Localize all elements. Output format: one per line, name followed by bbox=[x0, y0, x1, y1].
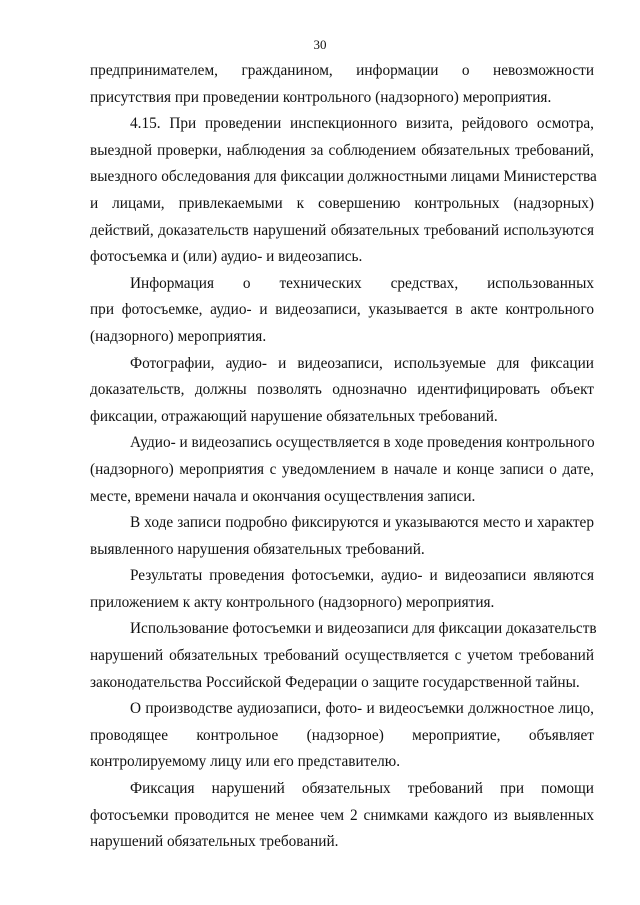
text-line: присутствия при проведении контрольного (надзорного) мероприятия. bbox=[90, 88, 552, 106]
text-line: действий, доказательств нарушений обязательных требований используются bbox=[90, 221, 594, 239]
text-line: (надзорного) мероприятия. bbox=[90, 327, 267, 345]
text-line: выявленного нарушения обязательных требований. bbox=[90, 540, 425, 558]
paragraph bbox=[90, 111, 597, 271]
text-line: выездного обследования для фиксации должностными лицами Министерства bbox=[90, 168, 597, 186]
paragraph bbox=[90, 351, 594, 431]
paragraph bbox=[90, 271, 594, 351]
text-line: (надзорного) мероприятия с уведомлением в начале и конце записи о дате, bbox=[90, 460, 594, 478]
text-line: законодательства Российской Федерации о защите государственной тайны. bbox=[90, 673, 580, 691]
text-line: Использование фотосъемки и видеозаписи для фиксации доказательств bbox=[130, 620, 597, 638]
text-line: и лицами, привлекаемыми к совершению контрольных (надзорных) bbox=[90, 194, 594, 212]
text-line: Результаты проведения фотосъемки, аудио- и видеозаписи являются bbox=[130, 567, 594, 585]
text-line: Фиксация нарушений обязательных требований при помощи bbox=[130, 780, 594, 798]
text-line: нарушений обязательных требований осуществляется с учетом требований bbox=[90, 647, 594, 665]
text-line: контролируемому лицу или его представителю. bbox=[90, 753, 401, 771]
text-line: предпринимателем, гражданином, информации о невозможности bbox=[90, 62, 594, 79]
document-body bbox=[90, 58, 597, 856]
text-line: фотосъемка и (или) аудио- и видеозапись. bbox=[90, 248, 363, 266]
paragraph bbox=[90, 430, 594, 510]
text-line: выездной проверки, наблюдения за соблюдением обязательных требований, bbox=[90, 141, 594, 159]
text-line: фиксации, отражающий нарушение обязательных требований. bbox=[90, 407, 498, 425]
paragraph bbox=[90, 563, 594, 616]
paragraph bbox=[90, 696, 594, 776]
text-line: О производстве аудиозаписи, фото- и видеосъемки должностное лицо, bbox=[130, 700, 594, 718]
text-line: доказательств, должны позволять однозначно идентифицировать объект bbox=[90, 381, 594, 399]
text-line: Фотографии, аудио- и видеозаписи, используемые для фиксации bbox=[130, 354, 594, 372]
paragraph bbox=[90, 776, 594, 856]
text-line: В ходе записи подробно фиксируются и указываются место и характер bbox=[130, 514, 594, 532]
text-line: Информация о технических средствах, использованных bbox=[130, 274, 594, 292]
text-line: при фотосъемке, аудио- и видеозаписи, указывается в акте контрольного bbox=[90, 301, 594, 319]
text-line: проводящее контрольное (надзорное) мероприятие, объявляет bbox=[90, 726, 594, 744]
page-number: 30 bbox=[313, 37, 327, 52]
text-line: приложением к акту контрольного (надзорного) мероприятия. bbox=[90, 593, 495, 611]
paragraph bbox=[90, 510, 594, 563]
text-line: фотосъемки проводится не менее чем 2 снимками каждого из выявленных bbox=[90, 806, 594, 824]
paragraph bbox=[90, 58, 594, 111]
text-line: нарушений обязательных требований. bbox=[90, 833, 339, 851]
text-line: Аудио- и видеозапись осуществляется в ходе проведения контрольного bbox=[130, 434, 595, 452]
text-line: месте, времени начала и окончания осуществления записи. bbox=[90, 487, 476, 505]
paragraph bbox=[90, 616, 597, 696]
text-line: 4.15. При проведении инспекционного визита, рейдового осмотра, bbox=[130, 115, 594, 133]
